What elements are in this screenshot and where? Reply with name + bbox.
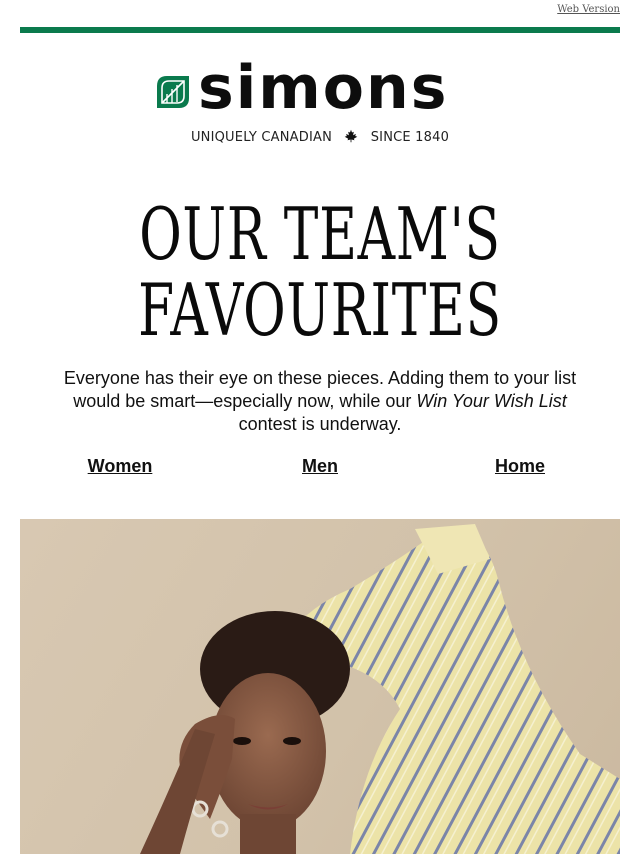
tagline-left: UNIQUELY CANADIAN	[190, 130, 333, 145]
headline-line-1: OUR TEAM'S	[139, 192, 501, 276]
intro-paragraph	[50, 367, 590, 436]
tagline-right: SINCE 1840	[370, 130, 450, 145]
brand-tagline	[0, 129, 640, 145]
top-bar	[20, 0, 620, 26]
nav-link-men[interactable]: Men	[302, 456, 338, 476]
page-headline	[90, 192, 551, 352]
brand-divider	[20, 27, 620, 33]
web-version-link[interactable]: Web Version	[557, 4, 620, 15]
category-nav	[20, 456, 620, 480]
leaf-logo-icon	[153, 72, 193, 112]
maple-leaf-icon	[344, 129, 358, 145]
hero-photo-illustration	[20, 519, 620, 854]
nav-link-home[interactable]: Home	[494, 456, 545, 476]
headline-line-2: FAVOURITES	[138, 268, 502, 352]
intro-text-start: Everyone has their eye on these pieces. Adding them to your list would be smart—especially now, while our	[63, 368, 577, 411]
nav-link-women[interactable]: Women	[87, 456, 153, 476]
brand-logo[interactable]	[0, 53, 640, 123]
brand-wordmark: simons	[198, 53, 449, 123]
intro-text-end: contest is underway.	[238, 414, 402, 434]
hero-image[interactable]	[20, 519, 620, 854]
contest-name: Win Your Wish List	[416, 391, 567, 411]
